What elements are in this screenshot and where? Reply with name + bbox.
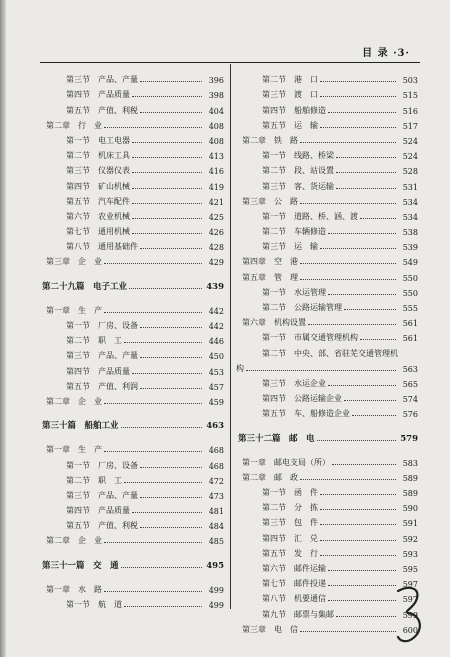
toc-spacer	[40, 407, 224, 416]
toc-page-number: 404	[208, 106, 224, 116]
toc-entry-section	[236, 328, 418, 343]
toc-dot-leader	[132, 233, 202, 234]
toc-page-number: 515	[402, 91, 418, 101]
toc-dot-leader	[104, 451, 202, 452]
toc-entry-title: 第四节 产品质量	[66, 90, 130, 100]
toc-dot-leader	[300, 142, 396, 143]
toc-page-number: 576	[402, 410, 418, 420]
toc-entry-title: 第一章 生 产	[46, 305, 102, 315]
toc-entry-section	[40, 176, 224, 191]
toc-entry-title: 第二章 行 业	[46, 120, 102, 130]
toc-dot-leader	[140, 467, 202, 468]
toc-entry-title: 第三章 公 路	[242, 196, 298, 206]
toc-page-number: 398	[208, 91, 224, 101]
toc-page-number: 550	[402, 288, 418, 298]
toc-dot-leader	[320, 96, 396, 97]
toc-entry-title: 第三章 企 业	[46, 257, 102, 267]
toc-entry-chapter	[40, 392, 224, 407]
toc-page-number: 442	[208, 322, 224, 331]
toc-entry-title: 第九节 邮票与集邮	[262, 609, 334, 619]
toc-dot-leader	[104, 591, 202, 592]
toc-dot-leader	[129, 288, 202, 289]
page-edge-shadow	[0, 0, 6, 657]
toc-entry-chapter	[40, 301, 224, 316]
toc-page-number: 517	[402, 121, 418, 131]
toc-page-number: 459	[208, 397, 224, 407]
toc-entry-title: 第四节 船舶修造	[262, 105, 326, 115]
toc-entry-section	[236, 222, 418, 237]
toc-entry-section	[236, 483, 418, 498]
toc-entry-title: 第一节 函 件	[262, 488, 318, 498]
toc-entry-title: 第三节 包 件	[262, 518, 318, 528]
toc-dot-leader	[328, 112, 396, 113]
toc-dot-leader	[360, 339, 396, 340]
toc-page-number: 425	[208, 212, 224, 222]
toc-page-number: 413	[208, 152, 224, 162]
toc-spacer	[40, 267, 224, 276]
toc-dot-leader	[300, 279, 396, 280]
toc-spacer	[236, 419, 418, 428]
toc-dot-leader	[140, 527, 202, 528]
toc-entry-title: 第一节 航 道	[66, 600, 122, 609]
toc-dot-leader	[132, 142, 202, 143]
toc-entry-chapter	[40, 580, 224, 595]
toc-page-number: 453	[208, 367, 224, 377]
toc-entry-title: 第五节 车、船修造企业	[262, 409, 350, 419]
toc-entry-title: 第四节 产品质量	[66, 506, 130, 516]
toc-dot-leader	[104, 542, 202, 543]
column-divider	[230, 64, 231, 609]
toc-entry-title: 第一节 电工电器	[66, 135, 130, 145]
toc-dot-leader	[140, 497, 202, 498]
toc-entry-section	[40, 222, 224, 237]
toc-page-number: 408	[208, 136, 224, 146]
toc-dot-leader	[104, 263, 202, 264]
toc-entry-section	[40, 377, 224, 392]
toc-entry-section	[236, 498, 418, 513]
toc-entry-title: 第五节 发 行	[262, 548, 318, 558]
toc-entry-section	[40, 361, 224, 376]
toc-entry-section	[40, 237, 224, 252]
toc-entry-section	[236, 559, 418, 574]
toc-entry-section	[40, 455, 224, 470]
toc-entry-section	[40, 192, 224, 207]
toc-page-number: 539	[402, 243, 418, 253]
toc-entry-wrap	[236, 359, 418, 374]
toc-entry-title: 第六节 农业机械	[66, 211, 130, 221]
toc-entry-chapter	[236, 192, 418, 207]
toc-dot-leader	[140, 388, 202, 389]
toc-page-number: 408	[208, 121, 224, 131]
toc-entry-title: 第八节 机要通信	[262, 594, 326, 604]
toc-page-number: 579	[400, 433, 418, 444]
toc-page-number: 524	[402, 136, 418, 146]
toc-entry-section	[236, 283, 418, 298]
toc-dot-leader	[336, 172, 396, 173]
handwritten-page-number	[392, 583, 428, 647]
toc-entry-title: 第六章 机构设置	[242, 318, 306, 328]
toc-entry-title: 第五节 运 输	[262, 120, 318, 130]
page-header: 目 录 ·3·	[362, 48, 410, 59]
toc-entry-section	[236, 116, 418, 131]
toc-spacer	[40, 571, 224, 580]
toc-entry-title: 第二章 邮 政	[242, 472, 298, 482]
toc-entry-section	[236, 343, 418, 358]
toc-page-number: 468	[208, 446, 224, 456]
toc-entry-section	[236, 146, 418, 161]
toc-entry-title: 第一节 水运管理	[262, 287, 326, 297]
toc-entry-section	[40, 85, 224, 100]
toc-dot-leader	[320, 494, 396, 495]
toc-page-number: 485	[208, 537, 224, 547]
toc-entry-section	[236, 528, 418, 543]
toc-page-number: 463	[206, 421, 224, 432]
toc-entry-section	[40, 516, 224, 531]
toc-dot-leader	[344, 309, 396, 310]
toc-page-number: 495	[206, 560, 224, 571]
toc-entry-section	[236, 85, 418, 100]
toc-entry-section	[40, 316, 224, 331]
toc-entry-title: 第四节 汇 兑	[262, 533, 318, 543]
toc-entry-title: 第五章 管 理	[242, 272, 298, 282]
toc-dot-leader	[320, 248, 396, 249]
toc-dot-leader	[121, 567, 202, 568]
toc-page-number: 396	[208, 76, 224, 86]
toc-entry-section	[236, 374, 418, 389]
toc-entry-section	[236, 70, 418, 85]
toc-entry-title: 第五节 产值、利税	[66, 521, 138, 531]
toc-entry-title: 第二节 机床工具	[66, 151, 130, 161]
toc-page-number: 450	[208, 352, 224, 362]
toc-entry-section	[236, 574, 418, 589]
toc-page-number: 473	[208, 491, 224, 501]
toc-page-number: 561	[402, 319, 418, 329]
toc-entry-chapter	[40, 531, 224, 546]
toc-page-number: 563	[402, 364, 418, 374]
toc-page-number: 439	[206, 281, 224, 292]
toc-entry-chapter	[236, 267, 418, 282]
toc-dot-leader	[328, 585, 396, 586]
toc-dot-leader	[300, 203, 396, 204]
toc-dot-leader	[132, 96, 202, 97]
toc-entry-chapter	[40, 252, 224, 267]
toc-dot-leader	[121, 427, 202, 428]
toc-dot-leader	[104, 403, 202, 404]
toc-entry-chapter	[40, 440, 224, 455]
toc-page-number: 524	[402, 152, 418, 162]
toc-entry-section	[236, 207, 418, 222]
toc-entry-section	[40, 207, 224, 222]
toc-page-number: 534	[402, 197, 418, 207]
toc-entry-section	[236, 100, 418, 115]
toc-dot-leader	[104, 127, 202, 128]
toc-entry-title: 第三章 电 信	[242, 624, 298, 634]
toc-page-number: 416	[208, 167, 224, 177]
toc-entry-title: 第二节 中央、部、省驻芜交通管理机	[262, 348, 398, 358]
toc-entry-section	[236, 176, 418, 191]
toc-entry-section	[40, 131, 224, 146]
toc-dot-leader	[317, 440, 396, 441]
toc-entry-section	[40, 346, 224, 361]
toc-page-number: 590	[402, 504, 418, 514]
toc-entry-title: 第七节 通用机械	[66, 227, 130, 237]
toc-entry-title: 构	[236, 363, 244, 373]
toc-spacer	[236, 444, 418, 453]
toc-entry-chapter	[236, 131, 418, 146]
toc-entry-title: 第一节 市属交通管理机构	[262, 333, 358, 343]
toc-entry-title: 第四章 空 港	[242, 257, 298, 267]
toc-page-number: 429	[208, 258, 224, 268]
toc-page-number: 597	[402, 595, 418, 605]
toc-entry-title: 第三节 仪器仪表	[66, 166, 130, 176]
toc-entry-chapter	[236, 620, 418, 635]
toc-page-number: 468	[208, 461, 224, 471]
toc-page-number: 595	[402, 565, 418, 574]
toc-page-number: 457	[208, 382, 224, 392]
toc-dot-leader	[320, 509, 396, 510]
toc-dot-leader	[344, 400, 396, 401]
toc-entry-title: 第一节 线路、桥梁	[262, 151, 334, 161]
toc-dot-leader	[320, 81, 396, 82]
toc-right-column	[236, 70, 418, 635]
toc-spacer	[40, 431, 224, 440]
toc-entry-part	[40, 555, 224, 570]
toc-entry-section	[40, 70, 224, 85]
toc-entry-title: 第七节 邮件投递	[262, 579, 326, 589]
toc-dot-leader	[132, 157, 202, 158]
toc-dot-leader	[132, 172, 202, 173]
toc-entry-title: 第三节 产品、产量	[66, 75, 138, 85]
toc-page-number: 426	[208, 228, 224, 238]
toc-dot-leader	[140, 357, 202, 358]
toc-entry-title: 第五节 汽车配件	[66, 196, 130, 206]
toc-page-number: 538	[402, 228, 418, 238]
toc-entry-title: 第二节 车辆修造	[262, 227, 326, 237]
toc-entry-section	[236, 544, 418, 559]
toc-entry-title: 第四节 公路运输企业	[262, 394, 342, 404]
toc-page-number: 516	[402, 106, 418, 116]
toc-entry-section	[236, 404, 418, 419]
toc-entry-section	[40, 486, 224, 501]
toc-entry-section	[40, 146, 224, 161]
toc-entry-title: 第三节 产品、产量	[66, 490, 138, 500]
toc-entry-section	[236, 237, 418, 252]
toc-page-number: 592	[402, 534, 418, 544]
toc-entry-title: 第二章 企 业	[46, 536, 102, 546]
toc-page-number: 499	[208, 601, 224, 610]
toc-entry-title: 第二节 公路运输管理	[262, 303, 342, 312]
toc-entry-title: 第二章 铁 路	[242, 135, 298, 145]
toc-entry-title: 第一节 厂房、设备	[66, 321, 138, 330]
toc-dot-leader	[132, 218, 202, 219]
toc-spacer	[40, 546, 224, 555]
toc-page-number: 499	[208, 585, 224, 595]
header-rule	[40, 62, 420, 63]
toc-page-number: 550	[402, 273, 418, 283]
toc-entry-title: 第四节 产品质量	[66, 366, 130, 376]
toc-entry-section	[236, 589, 418, 604]
toc-dot-leader	[328, 570, 396, 571]
toc-dot-leader	[320, 127, 396, 128]
toc-entry-title: 第三节 运 输	[262, 242, 318, 252]
toc-entry-section	[236, 161, 418, 176]
toc-entry-chapter	[236, 252, 418, 267]
toc-dot-leader	[336, 616, 396, 617]
toc-entry-title: 第三节 渡 口	[262, 90, 318, 100]
toc-entry-title: 第三节 客、货运输	[262, 181, 334, 191]
toc-entry-title: 第六节 邮件运输	[262, 564, 326, 573]
toc-page-number: 484	[208, 522, 224, 532]
toc-entry-title: 第一节 道路、桥、涵、渡	[262, 211, 358, 221]
toc-dot-leader	[104, 312, 202, 313]
toc-entry-title: 第五节 产值、利润	[66, 381, 138, 391]
toc-dot-leader	[140, 81, 202, 82]
toc-page-number: 472	[208, 476, 224, 486]
toc-dot-leader	[132, 373, 202, 374]
toc-entry-section	[236, 604, 418, 619]
toc-entry-title: 第四节 矿山机械	[66, 181, 130, 191]
toc-page-number: 481	[208, 507, 224, 517]
toc-entry-title: 第一章 水 路	[46, 584, 102, 594]
toc-entry-chapter	[40, 116, 224, 131]
toc-page-number: 555	[402, 304, 418, 313]
toc-entry-section	[236, 298, 418, 313]
toc-entry-title: 第三节 产品、产量	[66, 351, 138, 361]
toc-page-number: 534	[402, 212, 418, 222]
toc-dot-leader	[124, 342, 202, 343]
toc-dot-leader	[328, 385, 396, 386]
toc-entry-title: 第二十九篇 电子工业	[42, 281, 128, 292]
toc-left-column	[40, 70, 224, 610]
toc-dot-leader	[320, 555, 396, 556]
toc-entry-chapter	[236, 468, 418, 483]
toc-page-number: 565	[402, 379, 418, 389]
toc-entry-title: 第三十一篇 交 通	[42, 560, 119, 571]
toc-page-number: 600	[402, 625, 418, 635]
toc-entry-chapter	[236, 313, 418, 328]
toc-page-number: 583	[402, 458, 418, 468]
toc-dot-leader	[124, 606, 202, 607]
toc-entry-title: 第二章 企 业	[46, 396, 102, 406]
toc-entry-title: 第二节 分 拣	[262, 503, 318, 513]
toc-page-number: 446	[208, 337, 224, 347]
toc-entry-section	[40, 501, 224, 516]
toc-page-number: 428	[208, 243, 224, 253]
toc-spacer	[40, 292, 224, 301]
toc-dot-leader	[140, 112, 202, 113]
toc-entry-title: 第三十二篇 邮 电	[238, 433, 315, 444]
toc-entry-part	[40, 276, 224, 291]
toc-entry-section	[236, 513, 418, 528]
toc-dot-leader	[140, 248, 202, 249]
toc-dot-leader	[336, 157, 396, 158]
toc-page-number: 503	[402, 76, 418, 86]
toc-dot-leader	[140, 327, 202, 328]
toc-entry-title: 第二节 职 工	[66, 475, 122, 485]
toc-dot-leader	[328, 600, 396, 601]
toc-page-number: 528	[402, 167, 418, 177]
toc-entry-section	[236, 389, 418, 404]
toc-page-number: 421	[208, 197, 224, 207]
toc-dot-leader	[320, 540, 396, 541]
toc-dot-leader	[328, 233, 396, 234]
toc-dot-leader	[132, 203, 202, 204]
toc-page-number: 589	[402, 473, 418, 483]
toc-entry-part	[40, 416, 224, 431]
toc-entry-title: 第一章 生 产	[46, 445, 102, 455]
toc-dot-leader	[300, 263, 396, 264]
toc-page-number: 561	[402, 334, 418, 344]
toc-page-number: 593	[402, 549, 418, 559]
toc-entry-title: 第三节 水运企业	[262, 378, 326, 388]
toc-entry-title: 第八节 通用基础件	[66, 242, 138, 252]
toc-dot-leader	[300, 479, 396, 480]
toc-page-number: 442	[208, 306, 224, 316]
toc-dot-leader	[124, 482, 202, 483]
toc-dot-leader	[320, 524, 396, 525]
toc-entry-section	[40, 161, 224, 176]
toc-dot-leader	[132, 188, 202, 189]
toc-dot-leader	[336, 188, 396, 189]
toc-entry-title: 第二节 职 工	[66, 336, 122, 346]
toc-entry-title: 第一节 厂房、设备	[66, 460, 138, 470]
toc-page-number: 531	[402, 182, 418, 192]
toc-entry-title: 第二节 段、站设置	[262, 166, 334, 176]
toc-page-number: 591	[402, 519, 418, 529]
toc-entry-title: 第三十篇 船舶工业	[42, 421, 119, 432]
toc-dot-leader	[352, 415, 396, 416]
toc-page-number: 597	[402, 580, 418, 590]
toc-entry-section	[40, 595, 224, 610]
toc-page-number: 589	[402, 489, 418, 499]
toc-dot-leader	[246, 370, 396, 371]
toc-page-number: 549	[402, 258, 418, 268]
toc-entry-title: 第五节 产值、利税	[66, 105, 138, 115]
toc-dot-leader	[308, 324, 396, 325]
toc-entry-section	[40, 471, 224, 486]
toc-dot-leader	[132, 512, 202, 513]
toc-page-number: 419	[208, 182, 224, 192]
toc-entry-title: 第一章 邮电支局（所）	[242, 457, 330, 467]
toc-dot-leader	[300, 631, 396, 632]
toc-entry-part	[236, 428, 418, 443]
toc-entry-section	[40, 331, 224, 346]
toc-page-number: 574	[402, 395, 418, 405]
toc-dot-leader	[332, 464, 396, 465]
toc-entry-section	[40, 100, 224, 115]
toc-entry-chapter	[236, 453, 418, 468]
toc-page-number: 599	[402, 610, 418, 620]
toc-dot-leader	[328, 294, 396, 295]
toc-entry-title: 第二节 港 口	[262, 75, 318, 85]
toc-dot-leader	[360, 218, 396, 219]
